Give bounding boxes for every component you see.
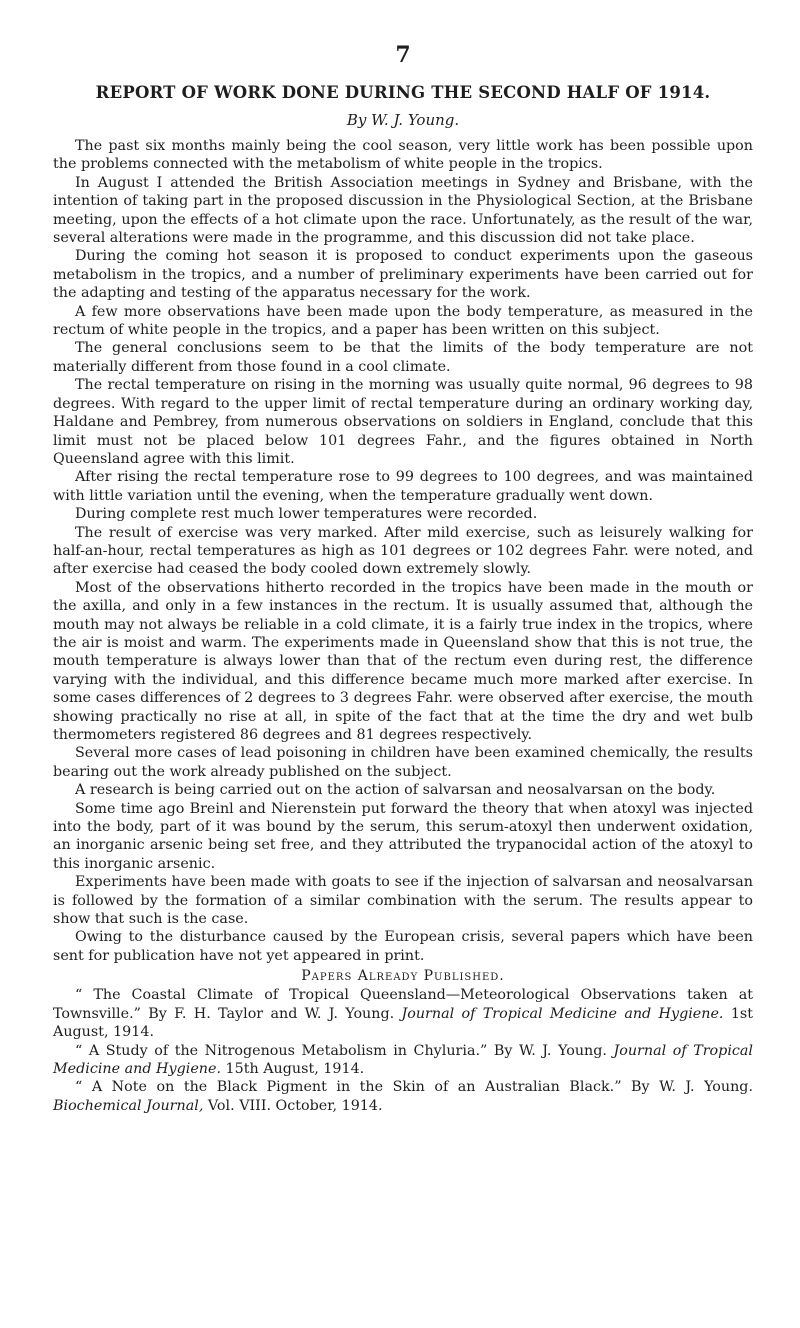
reference-date: 15th August, 1914. — [221, 1060, 365, 1077]
paragraph: The past six months mainly being the cool season, very little work has been possible upon the problems connected with the metabolism of white people in the tropics. — [53, 138, 753, 173]
report-body — [53, 137, 753, 965]
published-papers-heading: Papers Already Published. — [301, 968, 505, 985]
reference-item — [53, 1042, 753, 1079]
paragraph: Owing to the disturbance caused by the European crisis, several papers which have been sent for publication have not yet appeared in print. — [53, 929, 753, 964]
paragraph: The result of exercise was very marked. After mild exercise, such as leisurely walking for half-an-hour, rectal temperatures as high as 101 degrees or 102 degrees Fahr. were noted, and after exercise had ceased the body cooled down extremely slowly. — [53, 524, 753, 578]
reference-list — [53, 986, 753, 1115]
reference-item — [53, 1078, 753, 1115]
paragraph: Most of the observations hitherto recorded in the tropics have been made in the mouth or the axilla, and only in a few instances in the rectum. It is usually assumed that, although the mouth may not always be reliable in a cold climate, it is a fairly true index in the tropics, where the air is moist and warm. The experiments made in Queensland show that this is not true, the mouth temperature is always lower than that of the rectum even during rest, the difference varying with the individual, and this difference became much more marked after exercise. In some cases differences of 2 degrees to 3 degrees Fahr. were observed after exercise, the mouth showing practically no rise at all, in spite of the fact that at the time the dry and wet bulb thermometers registered 86 degrees and 81 degrees respectively. — [53, 579, 753, 743]
paragraph: During complete rest much lower temperatures were recorded. — [75, 506, 538, 523]
paragraph: During the coming hot season it is proposed to conduct experiments upon the gaseous metabolism in the tropics, and a number of preliminary experiments have been carried out for the adapting and testing of the apparatus necessary for the work. — [53, 248, 753, 302]
reference-journal: Journal of Tropical Medicine and Hygiene. — [53, 1042, 753, 1077]
report-title: REPORT OF WORK DONE DURING THE SECOND HALF OF 1914. — [95, 83, 711, 102]
reference-date: Vol. VIII. October, 1914. — [203, 1097, 383, 1114]
paragraph: A research is being carried out on the action of salvarsan and neosalvarsan on the body. — [75, 782, 716, 799]
author-byline: By W. J. Young. — [346, 111, 460, 129]
reference-item — [53, 986, 753, 1041]
reference-journal: Journal of Tropical Medicine and Hygiene. — [401, 1005, 724, 1022]
reference-text: “ A Study of the Nitrogenous Metabolism in Chyluria.” By W. J. Young. — [75, 1042, 614, 1059]
reference-date: 1st August, 1914. — [53, 1005, 753, 1041]
reference-text: “ A Note on the Black Pigment in the Skin of an Australian Black.” By W. J. Young. — [75, 1079, 753, 1096]
paragraph: A few more observations have been made upon the body temperature, as measured in the rectum of white people in the tropics, and a paper has been written on this subject. — [53, 303, 753, 339]
paragraph: In August I attended the British Association meetings in Sydney and Brisbane, with the intention of taking part in the proposed discussion in the Physiological Section, at the Brisbane meeting, upon the effects of a hot climate upon the race. Unfortunately, as the result of the war, several alterations were made in the programme, and this discussion did not take place. — [53, 174, 753, 247]
paragraph: The rectal temperature on rising in the morning was usually quite normal, 96 degrees to 98 degrees. With regard to the upper limit of rectal temperature during an ordinary working day, Haldane and Pembrey, from numerous observations on soldiers in England, conclude that this limit must not be placed below 101 degrees Fahr., and the figures obtained in North Queensland agree with this limit. — [53, 377, 753, 467]
page-number: 7 — [395, 42, 411, 68]
paragraph: Experiments have been made with goats to see if the injection of salvarsan and neosalvarsan is followed by the formation of a similar combination with the serum. The results appear to show that such is the case. — [53, 874, 753, 928]
reference-text: “ The Coastal Climate of Tropical Queensland—Meteorological Observations taken at Townsville.” By F. H. Taylor and W. J. Young. — [53, 987, 753, 1022]
paragraph: Several more cases of lead poisoning in children have been examined chemically, the results bearing out the work already published on the subject. — [53, 745, 753, 780]
paragraph: Some time ago Breinl and Nierenstein put forward the theory that when atoxyl was injected into the body, part of it was bound by the serum, this serum-atoxyl then underwent oxidation, an inorganic arsenic being set free, and they attributed the trypanocidal action of the atoxyl to this inorganic arsenic. — [53, 800, 753, 872]
paragraph: The general conclusions seem to be that the limits of the body temperature are not materially different from those found in a cool climate. — [53, 340, 753, 375]
paragraph: After rising the rectal temperature rose to 99 degrees to 100 degrees, and was maintained with little variation until the evening, when the temperature gradually went down. — [53, 469, 753, 504]
reference-journal: Biochemical Journal, — [53, 1097, 204, 1114]
